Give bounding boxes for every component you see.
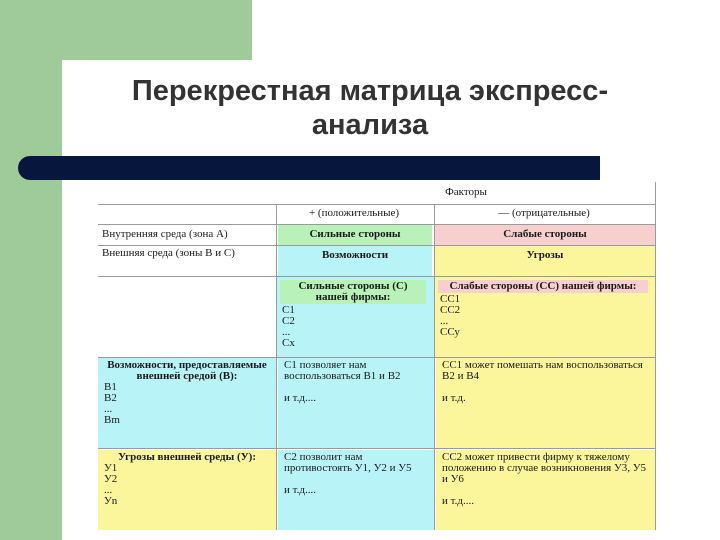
weaknesses-header: Слабые стороны — [434, 225, 656, 245]
firm-weaknesses-cell — [434, 277, 656, 357]
opportunities-list: В1 В2 ... Вm — [104, 381, 120, 426]
grid-line — [98, 204, 656, 205]
grid-line — [276, 204, 277, 530]
cross-matrix-table — [98, 182, 656, 530]
grid-line — [98, 245, 656, 246]
weakness-opportunity-cell: СС1 может помешать нам воспользоваться В2 и В4 и т.д. — [436, 358, 656, 448]
internal-env-label: Внутренняя среда (зона А) — [102, 228, 228, 240]
green-top-block — [0, 0, 252, 60]
threats-header: Угрозы — [434, 246, 656, 276]
title-divider-bar — [18, 156, 600, 180]
opportunities-title: Возможности, предоставляемые внешней средой (В): — [107, 359, 267, 382]
threats-row-label — [98, 450, 276, 530]
threats-title: Угрозы внешней среды (У): — [118, 451, 256, 463]
header-positive: + (положительные) — [308, 207, 400, 219]
strengths-header: Сильные стороны — [278, 225, 432, 245]
grid-line — [98, 224, 656, 225]
opportunities-header: Возможности — [278, 246, 432, 276]
header-factors: Факторы — [445, 186, 487, 198]
grid-line — [98, 448, 656, 449]
firm-weaknesses-list: СС1 СС2 ... ССу — [440, 293, 461, 338]
opportunities-row-label — [98, 358, 276, 448]
strength-opportunity-cell: С1 позволяет нам воспользоваться В1 и В2 и т.д.... — [278, 358, 434, 448]
grid-line — [655, 182, 656, 530]
grid-line — [98, 357, 656, 358]
header-negative: — (отрицательные) — [498, 207, 590, 219]
weakness-threat-cell: СС2 может привести фирму к тяжелому положению в случае возникновения У3, У5 и У6 и т.д.... — [436, 450, 656, 530]
green-left-band — [0, 0, 62, 540]
firm-weaknesses-title: Слабые стороны (СС) нашей фирмы: — [438, 280, 648, 293]
firm-strengths-cell — [276, 277, 434, 357]
grid-line — [98, 276, 656, 277]
external-env-label: Внешняя среда (зоны В и С) — [102, 247, 235, 259]
firm-strengths-title: Сильные стороны (С) нашей фирмы: — [280, 280, 426, 304]
threats-list: У1 У2 ... Уn — [104, 462, 118, 507]
grid-line — [434, 204, 435, 530]
strength-threat-cell: С2 позволит нам противостоять У1, У2 и У5 и т.д.... — [278, 450, 434, 530]
firm-strengths-list: С1 С2 ... Сх — [282, 304, 295, 349]
slide-title: Перекрестная матрица экспресс-анализа — [131, 75, 609, 141]
